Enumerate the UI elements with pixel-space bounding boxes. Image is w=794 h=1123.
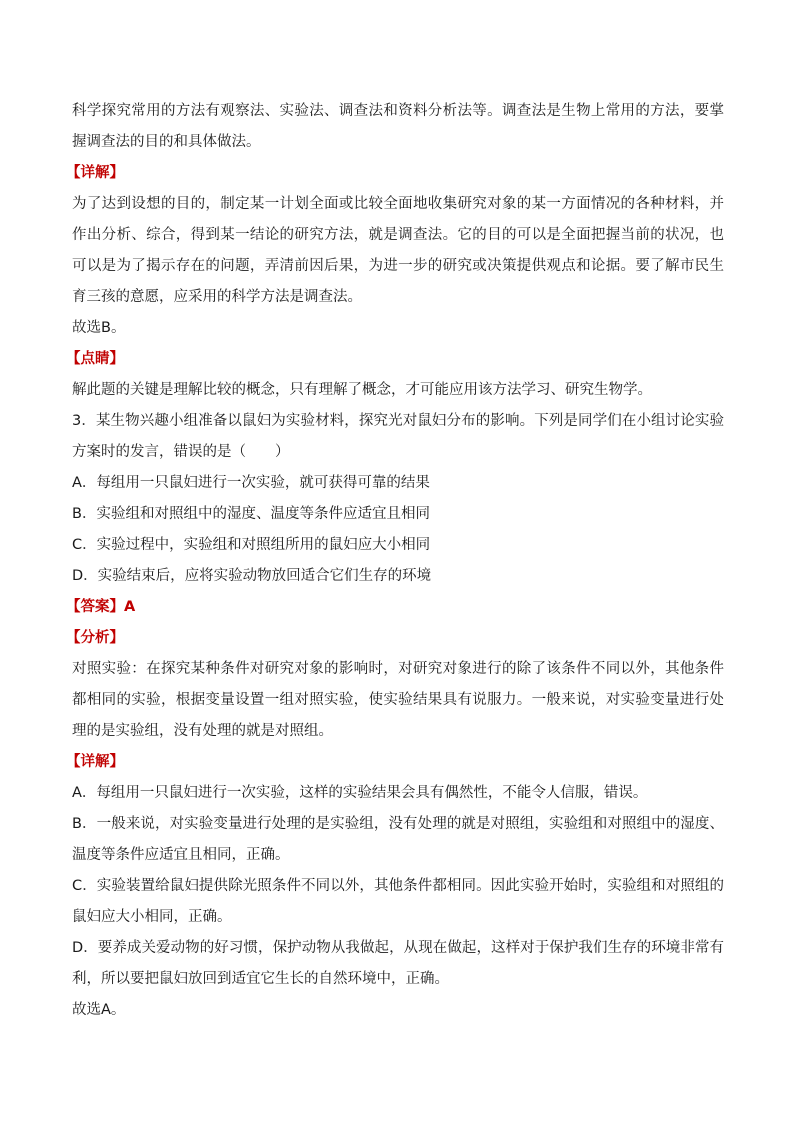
q2-comment-heading: 【点睛】 [66, 351, 124, 367]
q3-option-d: D．实验结束后，应将实验动物放回适合它们生存的环境 [72, 568, 432, 584]
q3-analysis-heading: 【分析】 [66, 630, 124, 646]
intro-paragraph: 科学探究常用的方法有观察法、实验法、调查法和资料分析法等。调查法是生物上常用的方法，要掌握调查法的目的和具体做法。 [72, 103, 724, 150]
q3-detail-heading: 【详解】 [66, 754, 124, 770]
q3-detail-d: D．要养成关爱动物的好习惯，保护动物从我做起，从现在做起，这样对于保护我们生存的环境非常有利，所以要把鼠妇放回到适宜它生长的自然环境中，正确。 [72, 940, 724, 987]
q3-detail-a: A．每组用一只鼠妇进行一次实验，这样的实验结果会具有偶然性，不能令人信服，错误。 [72, 785, 648, 801]
q2-comment-text: 解此题的关键是理解比较的概念，只有理解了概念，才可能应用该方法学习、研究生物学。 [72, 382, 652, 398]
q3-detail-c: C．实验装置给鼠妇提供除光照条件不同以外，其他条件都相同。因此实验开始时，实验组和对照组的鼠妇应大小相同，正确。 [72, 878, 724, 925]
q3-option-a: A．每组用一只鼠妇进行一次实验，就可获得可靠的结果 [72, 475, 430, 491]
q3-option-b: B．实验组和对照组中的湿度、温度等条件应适宜且相同 [72, 506, 430, 522]
q2-choice: 故选B。 [72, 320, 126, 336]
q3-answer [66, 592, 724, 623]
q3-option-c: C．实验过程中，实验组和对照组所用的鼠妇应大小相同 [72, 537, 431, 553]
document-page [66, 96, 724, 1026]
q3-answer-heading: 【答案】 [66, 599, 124, 615]
q2-detail-text: 为了达到设想的目的，制定某一计划全面或比较全面地收集研究对象的某一方面情况的各种材料，并作出分析、综合，得到某一结论的研究方法，就是调查法。它的目的可以是全面把握当前的状况，也可以是为了揭示存在的问题，弄清前因后果，为进一步的研究或决策提供观点和论据。要了解市民生育三孩的意愿，应采用的科学方法是调查法。 [72, 196, 724, 305]
q3-analysis-text: 对照实验：在探究某种条件对研究对象的影响时，对研究对象进行的除了该条件不同以外，其他条件都相同的实验，根据变量设置一组对照实验，使实验结果具有说服力。一般来说，对实验变量进行处理的是实验组，没有处理的就是对照组。 [72, 661, 724, 739]
q3-choice: 故选A。 [72, 1002, 126, 1018]
q3-answer-value: A [124, 599, 136, 615]
q3-stem: 3．某生物兴趣小组准备以鼠妇为实验材料，探究光对鼠妇分布的影响。下列是同学们在小组讨论实验方案时的发言，错误的是（ ） [72, 413, 724, 460]
q2-detail-heading: 【详解】 [66, 165, 124, 181]
q3-detail-b: B．一般来说，对实验变量进行处理的是实验组，没有处理的就是对照组，实验组和对照组中的湿度、温度等条件应适宜且相同，正确。 [72, 816, 724, 863]
